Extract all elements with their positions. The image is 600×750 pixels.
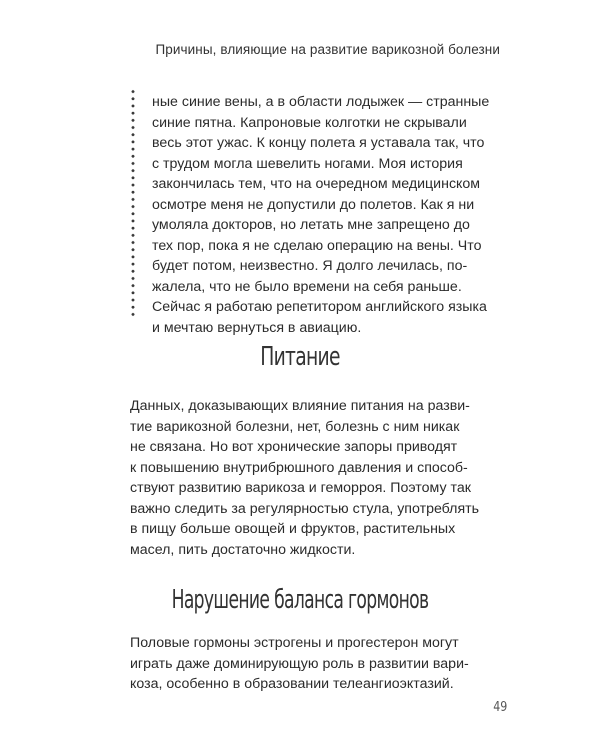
text-line: синие пятна. Капроновые колготки не скрывали [152,114,467,131]
quote-dotted-rule [131,88,135,318]
text-line: жалела, что не было времени на себя раньше. [152,278,462,295]
text-line: с трудом могла шевелить ногами. Моя история [152,155,463,172]
text-line: Сейчас я работаю репетитором английского языка [152,299,487,315]
text-line: весь этот ужас. К концу полета я уставала так, что [152,135,485,151]
quote-paragraph [152,92,489,338]
text-line: тех пор, пока я не сделаю операцию на вены. Что [152,237,482,254]
section-heading-hormones: Нарушение баланса гормонов [171,585,429,615]
text-line: важно следить за регулярностью стула, употреблять [130,500,480,517]
text-line: ные синие вены, а в области лодыжек — странные [152,94,490,110]
hormones-paragraph [130,633,469,695]
running-header: Причины, влияющие на развитие варикозной болезни [155,42,500,57]
text-line: не связана. Но вот хронические запоры приводят [130,439,458,455]
text-line: ствуют развитию варикоза и геморроя. Поэтому так [130,480,471,496]
text-line: осмотре меня не допустили до полетов. Как я ни [152,196,475,213]
section-heading-nutrition: Питание [260,342,340,372]
text-line: играть даже доминирующую роль в развитии вари- [130,655,469,672]
text-line: Половые гормоны эстрогены и прогестерон могут [130,635,459,651]
text-line: к повышению внутрибрюшного давления и способ- [130,459,468,476]
text-line: и мечтаю вернуться в авиацию. [152,319,362,336]
text-line: умоляла докторов, но летать мне запрещено до [152,217,470,233]
text-line: коза, особенно в образовании телеангиоэктазий. [130,676,454,692]
text-line: масел, пить достаточно жидкости. [130,541,356,558]
text-line: закончилась тем, что на очередном медицинском [152,176,481,192]
text-line: Данных, доказывающих влияние питания на разви- [130,398,470,414]
text-line: будет потом, неизвестно. Я долго лечилась, по- [152,258,468,274]
text-line: тие варикозной болезни, нет, болезнь с ним никак [130,418,460,435]
text-line: в пищу больше овощей и фруктов, растительных [130,521,456,537]
nutrition-paragraph [130,396,479,560]
page-number: 49 [493,700,508,715]
